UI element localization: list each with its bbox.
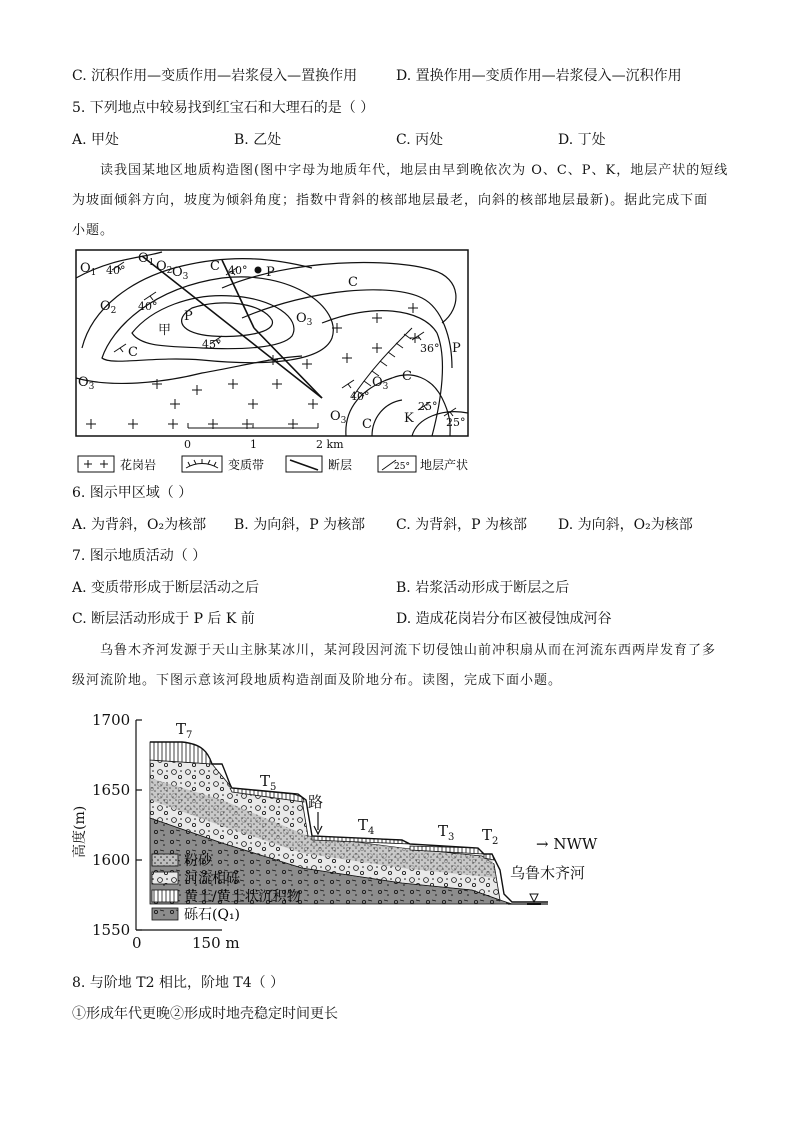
- label-c-top: C: [210, 259, 220, 274]
- q5-stem: 5. 下列地点中较易找到红宝石和大理石的是（ ）: [72, 100, 375, 116]
- q8-items: ①形成年代更晚②形成时地壳稳定时间更长: [72, 1006, 338, 1022]
- legend-attitude-value: 25°: [394, 462, 410, 472]
- road-label: 路: [308, 793, 324, 811]
- granite-crosses: [86, 303, 420, 429]
- q6-option-d: D. 为向斜，O₂为核部: [558, 517, 693, 533]
- geomap-legend: [78, 456, 468, 472]
- legend-fault: 断层: [328, 458, 353, 472]
- q5-option-c: C. 丙处: [396, 132, 444, 148]
- legend-metamorphic: 变质带: [228, 458, 265, 472]
- y-tick-1550: 1550: [92, 921, 131, 939]
- y-tick-1650: 1650: [92, 781, 131, 799]
- x-tick-0: 0: [132, 934, 142, 952]
- label-o1: $O_1$: [80, 261, 97, 278]
- x-tick-150m: 150 m: [192, 934, 240, 952]
- q7-option-b: B. 岩浆活动形成于断层之后: [396, 580, 570, 596]
- legend-loess: 黄土/黄土状沉积物: [184, 889, 301, 905]
- label-p-center: P: [184, 309, 193, 324]
- label-c-upper-right: C: [348, 275, 358, 290]
- label-p-dot: P: [266, 265, 275, 280]
- angle-25-b: 25°: [446, 416, 466, 429]
- intro2-line2: 级河流阶地。下图示意该河段地质构造剖面及阶地分布。读图，完成下面小题。: [72, 673, 563, 688]
- scale-2km: 2 km: [316, 438, 344, 451]
- q6-stem: 6. 图示甲区域（ ）: [72, 485, 193, 501]
- angle-40-c: 40°: [228, 264, 248, 277]
- angle-40-a: 40°: [106, 264, 126, 277]
- river-label: 乌鲁木齐河: [510, 864, 586, 882]
- legend-river-gravel: 河流相砾: [184, 871, 240, 887]
- q7-stem: 7. 图示地质活动（ ）: [72, 548, 207, 564]
- q7-option-d: D. 造成花岗岩分布区被侵蚀成河谷: [396, 611, 612, 627]
- intro-paragraph-1: [72, 156, 732, 246]
- y-tick-1600: 1600: [92, 851, 131, 869]
- label-c-left: C: [128, 345, 138, 360]
- legend-granite: 花岗岩: [120, 458, 157, 472]
- terrace-t7: $T_7$: [176, 720, 193, 741]
- label-k: K: [404, 411, 414, 426]
- label-jia: 甲: [158, 323, 172, 338]
- geologic-map: [72, 248, 482, 480]
- q4-option-c: C. 沉积作用—变质作用—岩浆侵入—置换作用: [72, 68, 358, 84]
- label-p-right: P: [452, 341, 461, 356]
- q5-option-a: A. 甲处: [72, 132, 120, 148]
- label-c-bottom: C: [362, 417, 372, 432]
- label-o3-bottom: $O_3$: [330, 409, 347, 426]
- intro2-line1: 乌鲁木齐河发源于天山主脉某冰川，某河段因河流下切侵蚀山前冲积扇从而在河流东西两岸发育了多: [100, 643, 717, 658]
- q5-option-b: B. 乙处: [234, 132, 282, 148]
- y-tick-1700: 1700: [92, 711, 131, 729]
- terrace-t2: $T_2$: [482, 826, 499, 847]
- scale-bar: [188, 423, 318, 428]
- scale-0: 0: [184, 438, 191, 451]
- scale-1: 1: [250, 438, 257, 451]
- direction-label: → NWW: [536, 835, 598, 853]
- q5-option-d: D. 丁处: [558, 132, 606, 148]
- terrace-t4: $T_4$: [358, 816, 375, 837]
- q8-stem: 8. 与阶地 T2 相比，阶地 T4（ ）: [72, 975, 285, 991]
- legend-silt: 粉砂: [184, 853, 212, 869]
- q6-option-a: A. 为背斜，O₂为核部: [72, 517, 207, 533]
- intro1-line1: 读我国某地区地质构造图(图中字母为地质年代，地层由早到晚依次为 O、C、P、K，地层产状的短线: [100, 163, 729, 178]
- terrace-profile: [72, 708, 632, 954]
- label-c-right: C: [402, 369, 412, 384]
- intro1-line3: 小题。: [72, 223, 115, 238]
- q6-option-b: B. 为向斜，P 为核部: [234, 517, 366, 533]
- legend-conglomerate: 砾石(Q₁): [184, 907, 241, 923]
- location-dot: [255, 267, 262, 274]
- terrace-t3: $T_3$: [438, 822, 455, 843]
- angle-40-b: 40°: [138, 300, 158, 313]
- intro-paragraph-2: [72, 636, 732, 696]
- label-o3-mid: $O_3$: [296, 311, 313, 328]
- label-o2: $O_2$: [100, 299, 117, 316]
- label-o2-top: $O_2$: [156, 259, 173, 276]
- q7-option-c: C. 断层活动形成于 P 后 K 前: [72, 611, 255, 627]
- q7-option-a: A. 变质带形成于断层活动之后: [72, 580, 260, 596]
- q6-option-c: C. 为背斜，P 为核部: [396, 517, 527, 533]
- intro1-line2: 为坡面倾斜方向，坡度为倾斜角度；指数中背斜的核部地层最老，向斜的核部地层最新)。据此完成下面: [72, 193, 709, 208]
- angle-45: 45°: [202, 338, 222, 351]
- label-o3-top: $O_3$: [172, 265, 189, 282]
- q4-option-d: D. 置换作用—变质作用—岩浆侵入—沉积作用: [396, 68, 682, 84]
- angle-25-a: 25°: [418, 400, 438, 413]
- angle-40-d: 40°: [350, 390, 370, 403]
- angle-36: 36°: [420, 342, 440, 355]
- label-o1-top: $O_1$: [138, 251, 155, 268]
- label-o3-left: $O_3$: [78, 375, 95, 392]
- label-o3-right: $O_3$: [372, 375, 389, 392]
- legend-attitude: 地层产状: [420, 458, 469, 472]
- terrace-t5: $T_5$: [260, 772, 277, 793]
- y-axis-label: 高度(m): [72, 805, 88, 858]
